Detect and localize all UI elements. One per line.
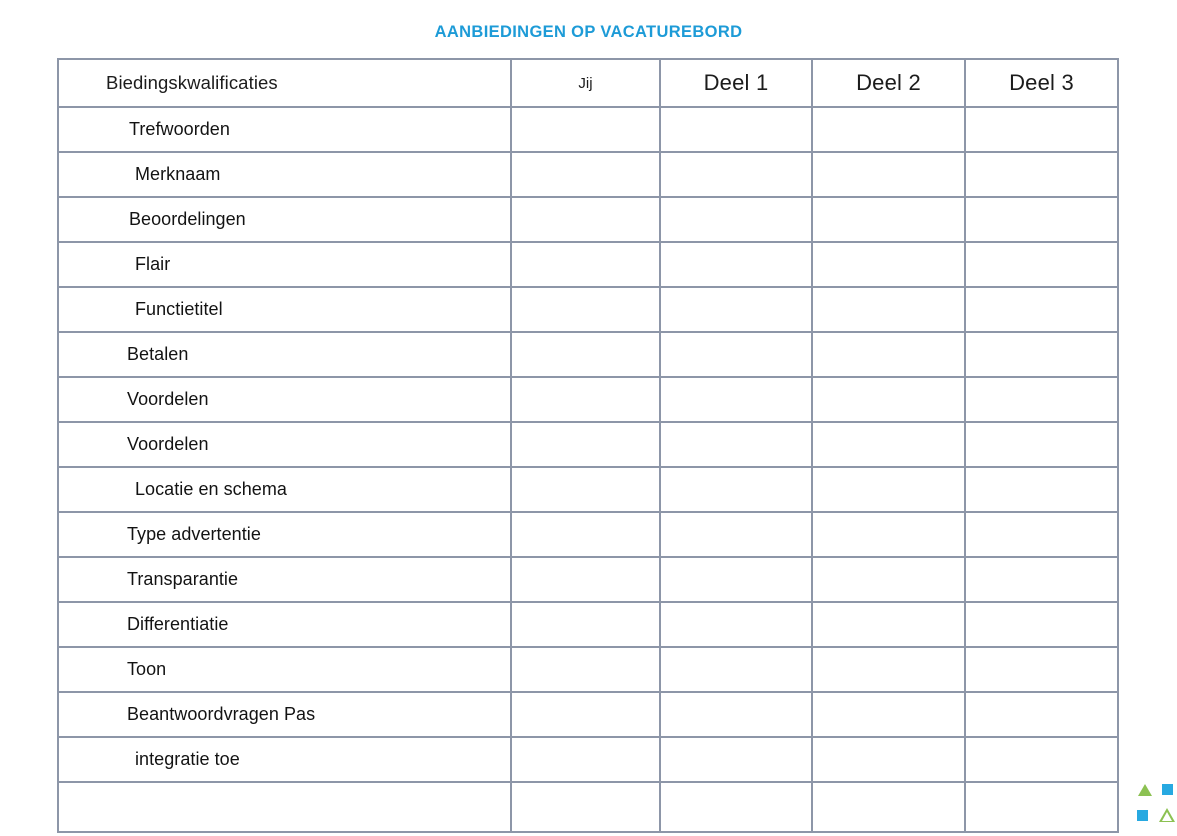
answer-cell-deel2[interactable]: [812, 647, 965, 692]
answer-cell-deel3[interactable]: [965, 287, 1118, 332]
criteria-label: Voordelen: [58, 377, 511, 422]
table-row: [58, 152, 1118, 197]
section-row-algemeen: [58, 782, 1118, 832]
criteria-label: Trefwoorden: [58, 107, 511, 152]
section-answer-cell-jij[interactable]: [511, 782, 660, 832]
table-row: [58, 197, 1118, 242]
answer-cell-deel3[interactable]: [965, 467, 1118, 512]
answer-cell-deel1[interactable]: [660, 557, 812, 602]
answer-cell-deel2[interactable]: [812, 377, 965, 422]
criteria-label: Differentiatie: [58, 602, 511, 647]
section-answer-cell-deel3[interactable]: [965, 782, 1118, 832]
answer-cell-deel1[interactable]: [660, 422, 812, 467]
column-header-deel-3: Deel 3: [965, 59, 1118, 107]
triangle-green-outline-icon: [1159, 808, 1175, 822]
answer-cell-deel2[interactable]: [812, 557, 965, 602]
answer-cell-jij[interactable]: [511, 287, 660, 332]
criteria-label: Betalen: [58, 332, 511, 377]
answer-cell-jij[interactable]: [511, 152, 660, 197]
answer-cell-deel1[interactable]: [660, 332, 812, 377]
answer-cell-deel3[interactable]: [965, 107, 1118, 152]
answer-cell-deel1[interactable]: [660, 242, 812, 287]
section-answer-cell-deel2[interactable]: [812, 782, 965, 832]
square-blue-top-icon: [1162, 784, 1173, 795]
answer-cell-deel1[interactable]: [660, 602, 812, 647]
answer-cell-deel1[interactable]: [660, 152, 812, 197]
answer-cell-deel3[interactable]: [965, 737, 1118, 782]
answer-cell-deel3[interactable]: [965, 602, 1118, 647]
answer-cell-deel2[interactable]: [812, 332, 965, 377]
section-answer-cell-deel1[interactable]: [660, 782, 812, 832]
answer-cell-deel2[interactable]: [812, 197, 965, 242]
table-row: [58, 467, 1118, 512]
criteria-label: Beoordelingen: [58, 197, 511, 242]
table-row: [58, 107, 1118, 152]
answer-cell-deel1[interactable]: [660, 467, 812, 512]
answer-cell-jij[interactable]: [511, 692, 660, 737]
answer-cell-deel2[interactable]: [812, 602, 965, 647]
column-header-criteria: Biedingskwalificaties: [58, 59, 511, 107]
answer-cell-jij[interactable]: [511, 647, 660, 692]
table-row: [58, 512, 1118, 557]
answer-cell-deel3[interactable]: [965, 197, 1118, 242]
triangle-green-solid-icon: [1138, 784, 1152, 796]
answer-cell-deel3[interactable]: [965, 512, 1118, 557]
answer-cell-jij[interactable]: [511, 242, 660, 287]
offer-comparison-table: [57, 58, 1119, 833]
answer-cell-jij[interactable]: [511, 377, 660, 422]
decorative-corner-marks: [1134, 782, 1174, 828]
answer-cell-deel2[interactable]: [812, 152, 965, 197]
answer-cell-deel1[interactable]: [660, 107, 812, 152]
answer-cell-jij[interactable]: [511, 737, 660, 782]
answer-cell-deel1[interactable]: [660, 647, 812, 692]
answer-cell-deel1[interactable]: [660, 197, 812, 242]
answer-cell-deel3[interactable]: [965, 152, 1118, 197]
answer-cell-deel1[interactable]: [660, 512, 812, 557]
criteria-label: Type advertentie: [58, 512, 511, 557]
section-label: Algemeen: [58, 782, 511, 832]
column-header-deel-1: Deel 1: [660, 59, 812, 107]
answer-cell-deel2[interactable]: [812, 422, 965, 467]
criteria-label: Locatie en schema: [58, 467, 511, 512]
answer-cell-deel2[interactable]: [812, 467, 965, 512]
answer-cell-jij[interactable]: [511, 107, 660, 152]
answer-cell-deel2[interactable]: [812, 242, 965, 287]
answer-cell-deel3[interactable]: [965, 332, 1118, 377]
table-row: [58, 287, 1118, 332]
table-row: [58, 737, 1118, 782]
answer-cell-deel3[interactable]: [965, 557, 1118, 602]
answer-cell-deel3[interactable]: [965, 422, 1118, 467]
answer-cell-deel2[interactable]: [812, 287, 965, 332]
table-row: [58, 242, 1118, 287]
answer-cell-deel1[interactable]: [660, 287, 812, 332]
answer-cell-jij[interactable]: [511, 197, 660, 242]
criteria-label: integratie toe: [58, 737, 511, 782]
page-title: AANBIEDINGEN OP VACATUREBORD: [434, 23, 743, 41]
answer-cell-deel1[interactable]: [660, 737, 812, 782]
criteria-label: Voordelen: [58, 422, 511, 467]
answer-cell-deel2[interactable]: [812, 737, 965, 782]
table-row: [58, 557, 1118, 602]
answer-cell-deel2[interactable]: [812, 512, 965, 557]
answer-cell-deel2[interactable]: [812, 107, 965, 152]
answer-cell-jij[interactable]: [511, 332, 660, 377]
criteria-label: Toon: [58, 647, 511, 692]
answer-cell-deel1[interactable]: [660, 692, 812, 737]
table-row: [58, 422, 1118, 467]
table-row: [58, 692, 1118, 737]
criteria-label: Transparantie: [58, 557, 511, 602]
table-row: [58, 377, 1118, 422]
answer-cell-deel2[interactable]: [812, 692, 965, 737]
criteria-label: Flair: [58, 242, 511, 287]
criteria-label: Functietitel: [58, 287, 511, 332]
answer-cell-deel3[interactable]: [965, 377, 1118, 422]
column-header-deel-2: Deel 2: [812, 59, 965, 107]
answer-cell-jij[interactable]: [511, 602, 660, 647]
square-blue-bottom-icon: [1137, 810, 1148, 821]
answer-cell-deel3[interactable]: [965, 692, 1118, 737]
criteria-label: Merknaam: [58, 152, 511, 197]
answer-cell-jij[interactable]: [511, 422, 660, 467]
answer-cell-jij[interactable]: [511, 557, 660, 602]
criteria-label: Beantwoordvragen Pas: [58, 692, 511, 737]
table-header-row: [58, 59, 1118, 107]
table-row: [58, 602, 1118, 647]
answer-cell-deel1[interactable]: [660, 377, 812, 422]
answer-cell-deel3[interactable]: [965, 647, 1118, 692]
answer-cell-jij[interactable]: [511, 512, 660, 557]
table-row: [58, 332, 1118, 377]
answer-cell-deel3[interactable]: [965, 242, 1118, 287]
table-row: [58, 647, 1118, 692]
column-header-jij: Jij: [511, 59, 660, 107]
answer-cell-jij[interactable]: [511, 467, 660, 512]
table-body: [58, 107, 1118, 832]
